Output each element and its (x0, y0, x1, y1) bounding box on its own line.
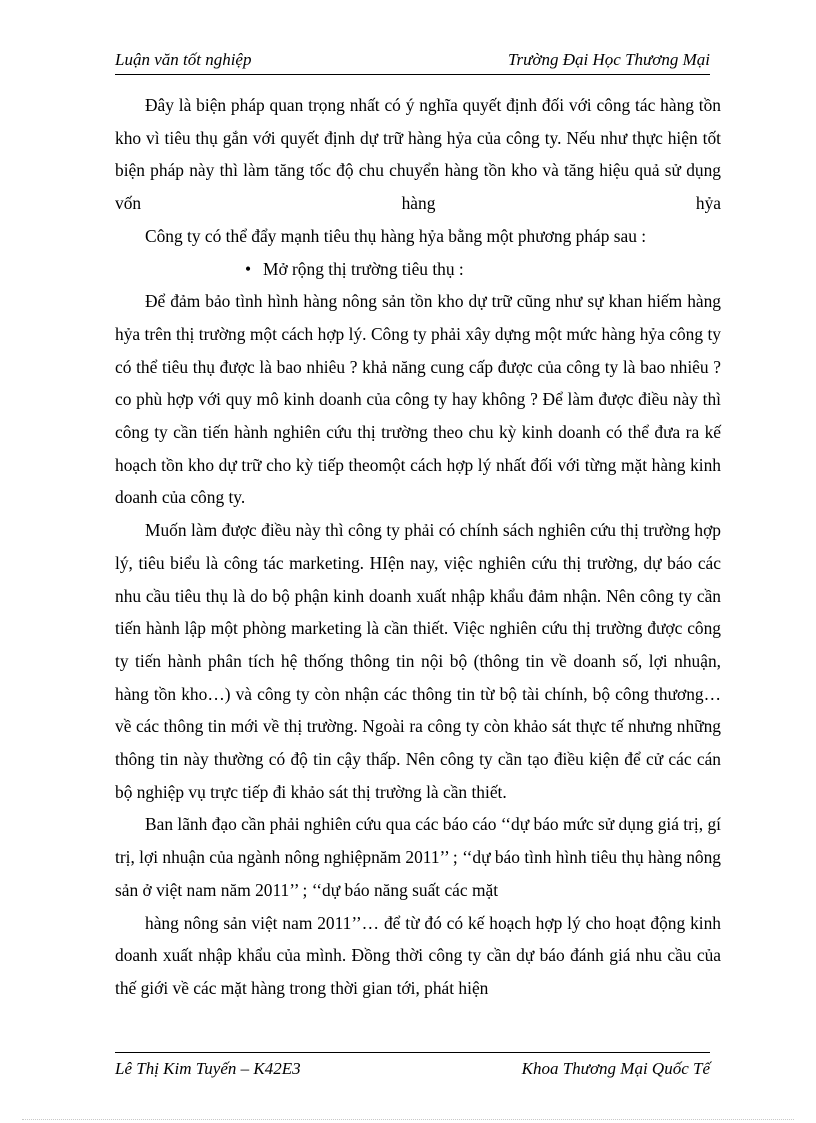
paragraph-3: Để đảm bảo tình hình hàng nông sản tồn kho dự trữ cũng như sự khan hiếm hàng hỷa trên thị trường một cách hợp lý. Công ty phải xây dựng một mức hàng hỷa công ty có thể tiêu thụ được là bao nhiêu ? khả năng cung cấp được của công ty là bao nhiêu ? co phù hợp với quy mô kinh doanh của công ty hay không ? Để làm được điều này thì công ty cần tiến hành nghiên cứu thị trường theo chu kỳ kinh doanh có thể đưa ra kế hoạch tồn kho dự trữ cho kỳ tiếp theomột cách hợp lý nhất đối với từng mặt hàng kinh doanh của công ty. (115, 291, 721, 508)
page-header (115, 48, 710, 75)
page-bottom-divider (22, 1119, 794, 1120)
paragraph-6: hàng nông sản việt nam 2011’’… để từ đó có kế hoạch hợp lý cho hoạt động kinh doanh xuất nhập khẩu của mình. Đồng thời công ty cần dự báo đánh giá nhu cầu của thế giới về các mặt hàng trong thời gian tới, phát hiện (115, 912, 721, 998)
paragraph-1: Đây là biện pháp quan trọng nhất có ý nghĩa quyết định đối với công tác hàng tồn kho vì tiêu thụ gắn với quyết định dự trữ hàng hỷa của công ty. Nếu như thực hiện tốt biện pháp này thì làm tăng tốc độ chu chuyển hàng tồn kho và tăng hiệu quả sử dụng vốn hàng hỷa (115, 95, 721, 214)
paragraph-4: Muốn làm được điều này thì công ty phải có chính sách nghiên cứu thị trường hợp lý, tiêu biểu là công tác marketing. HIện nay, việc nghiên cứu thị trường, dự báo các nhu cầu tiêu thụ là do bộ phận kinh doanh xuất nhập khẩu đảm nhận. Nên công ty cần tiến hành lập một phòng marketing là cần thiết. Việc nghiên cứu thị trường được công ty tiến hành phân tích hệ thống thông tin nội bộ (thông tin về doanh số, lợi nhuận, hàng tồn kho…) và công ty còn nhận các thông tin từ bộ tài chính, bộ công thương… về các thông tin mới về thị trường. Ngoài ra công ty còn khảo sát thực tế nhưng những thông tin này thường có độ tin cậy thấp. Nên công ty cần tạo điều kiện để cử các cán bộ nghiệp vụ trực tiếp đi khảo sát thị trường là cần thiết. (115, 520, 721, 802)
bullet-dot: • (245, 258, 252, 279)
page-footer (115, 1052, 710, 1081)
bullet-text: Mở rộng thị trường tiêu thụ : (263, 258, 464, 279)
paragraph-2: Công ty có thể đẩy mạnh tiêu thụ hàng hỷa bằng một phương pháp sau : (145, 225, 647, 246)
header-thesis-label: Luận văn tốt nghiệp (115, 50, 252, 69)
header-university-name: Trường Đại Học Thương Mại (508, 50, 710, 69)
footer-faculty: Khoa Thương Mại Quốc Tế (521, 1059, 710, 1078)
footer-author: Lê Thị Kim Tuyến – K42E3 (115, 1059, 301, 1078)
bullet-item (115, 253, 721, 286)
paragraph-5: Ban lãnh đạo cần phải nghiên cứu qua các báo cáo ‘‘dự báo mức sử dụng giá trị, gí trị, lợi nhuận của ngành nông nghiệpnăm 2011’’ ; ‘‘dự báo tình hình tiêu thụ hàng nông sản ở việt nam năm 2011’’ ; ‘‘dự báo năng suất các mặt (115, 814, 721, 900)
document-body (115, 89, 721, 1005)
